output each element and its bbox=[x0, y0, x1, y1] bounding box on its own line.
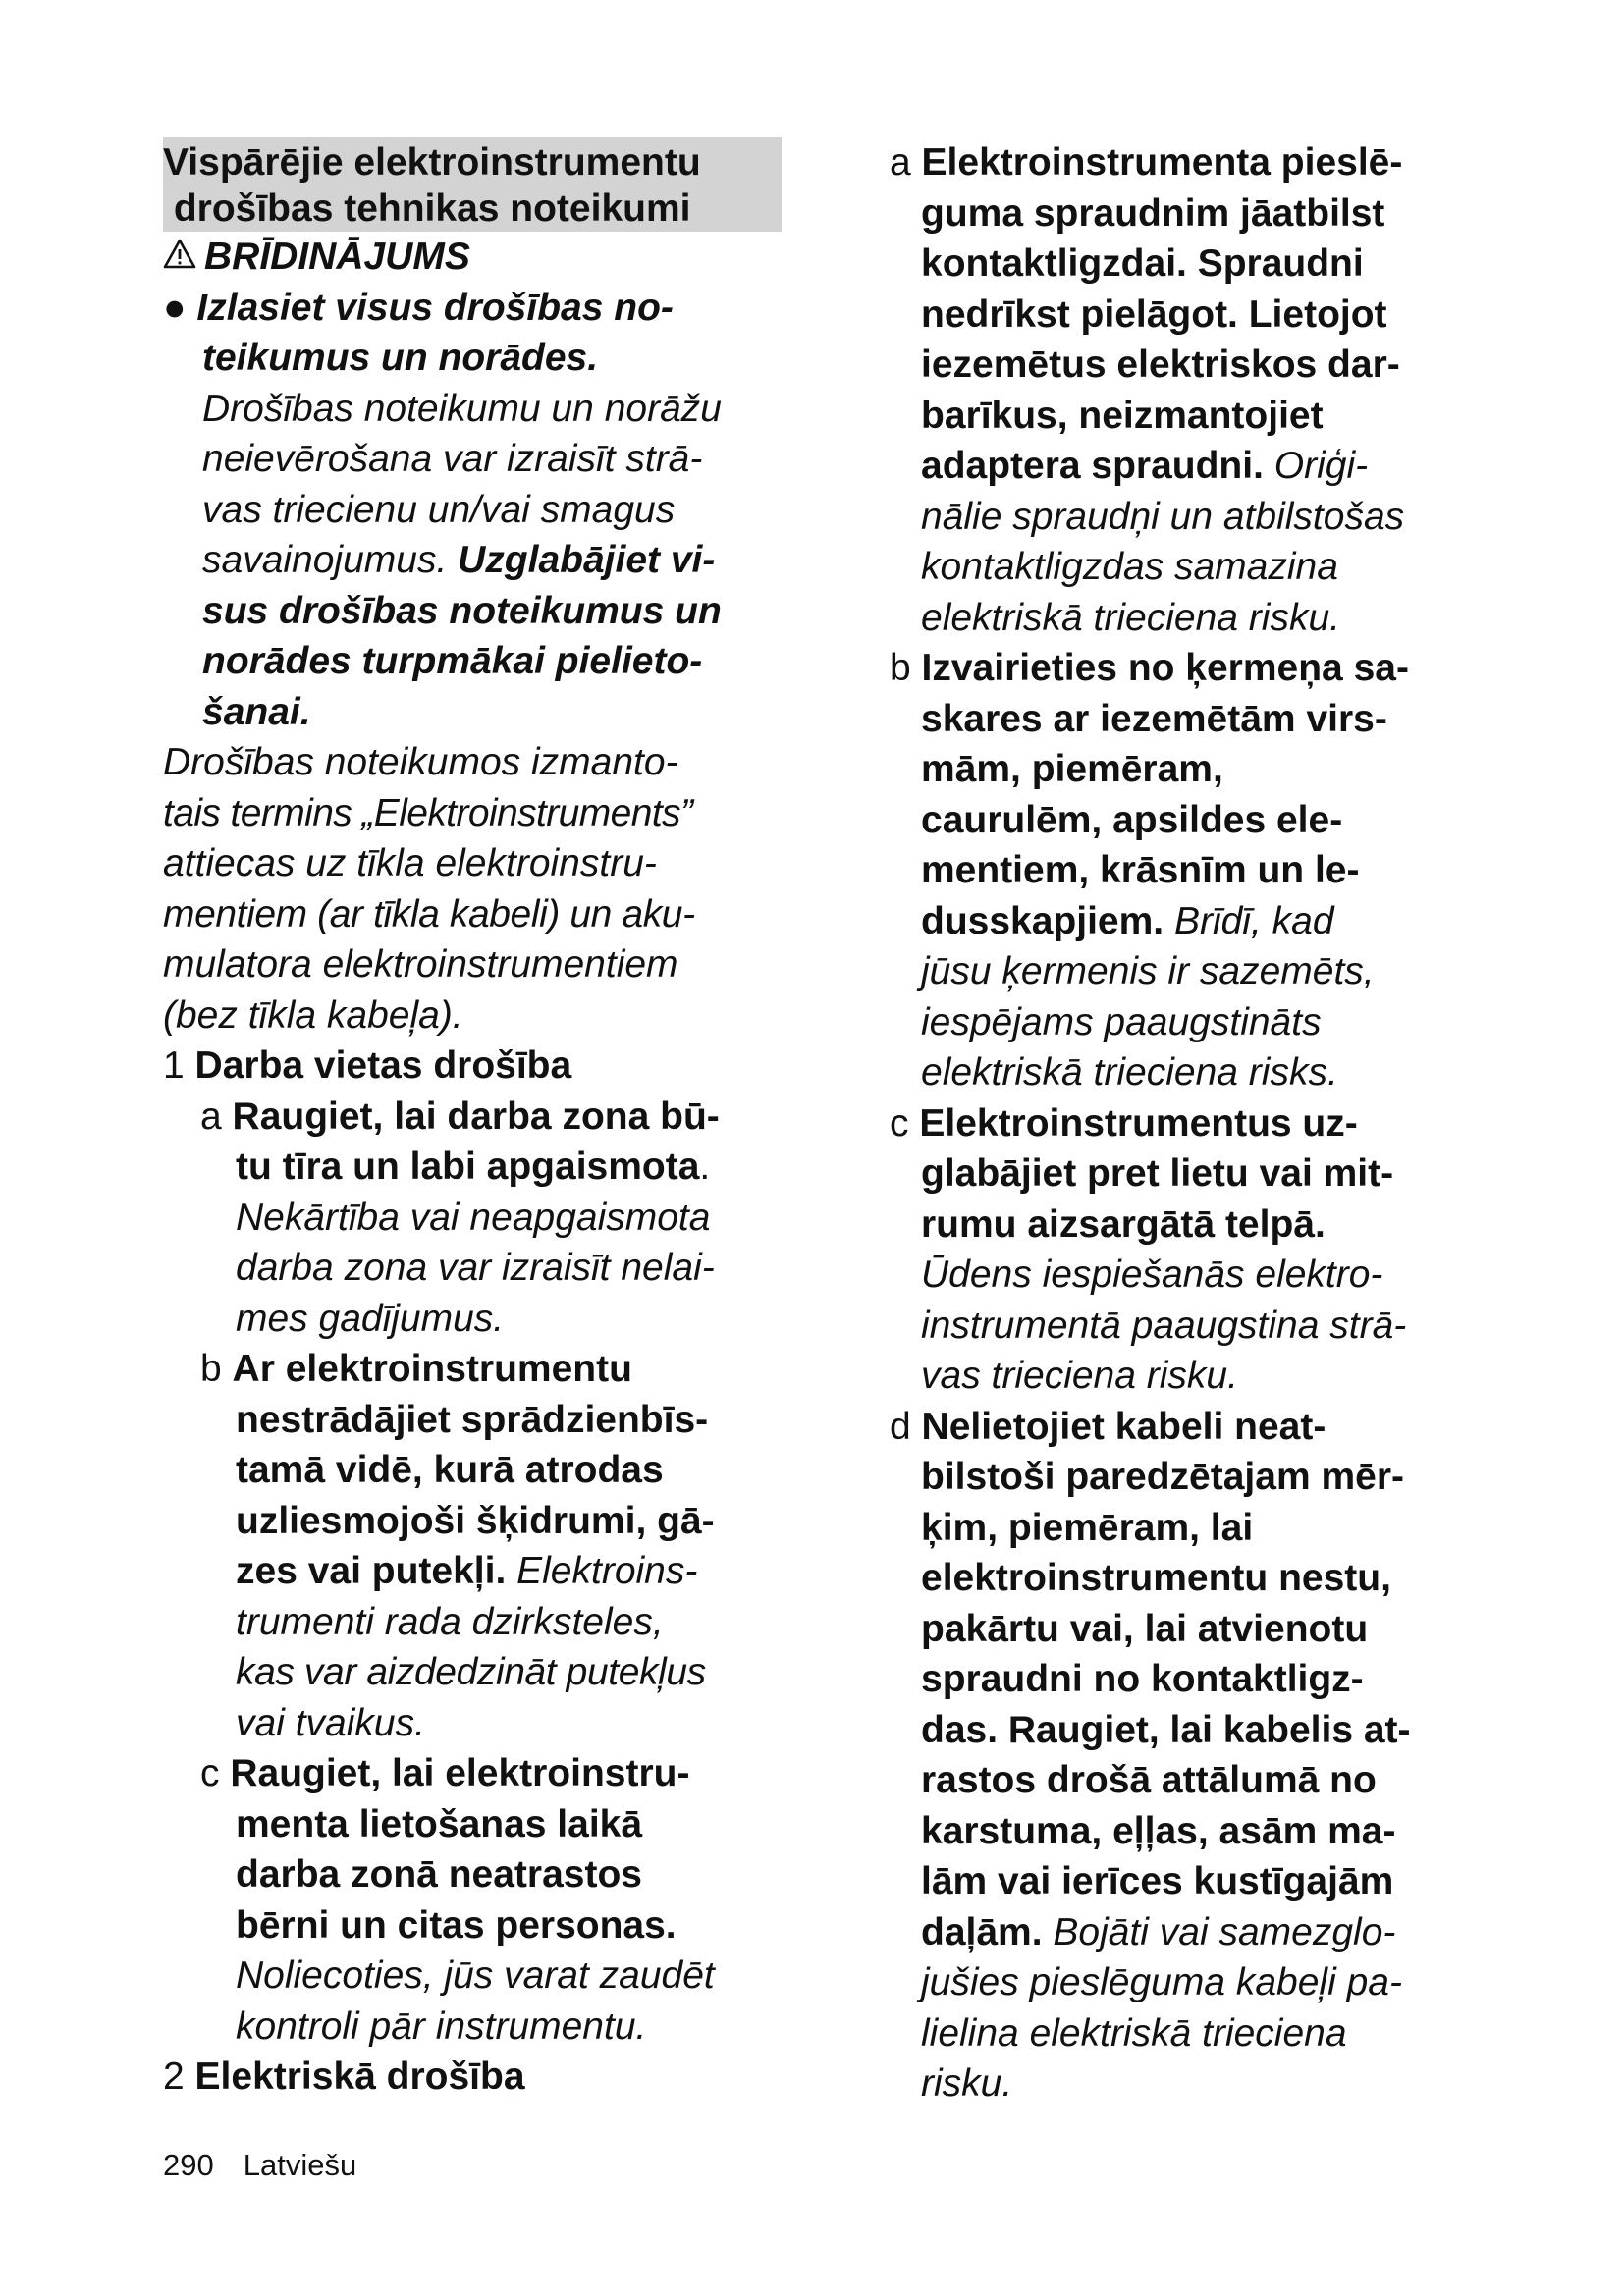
warning-triangle-icon bbox=[163, 238, 196, 271]
heading-line-2: drošības tehnikas noteikumi bbox=[163, 187, 691, 230]
text-span: . bbox=[699, 1146, 711, 1188]
text-span: adaptera spraudni. bbox=[921, 445, 1264, 487]
text-line bbox=[890, 1907, 1498, 1958]
item-letter: d bbox=[890, 1405, 922, 1448]
text-line: rastos drošā attālumā no bbox=[921, 1759, 1377, 1801]
text-span: tu tīra un labi apgaismota bbox=[236, 1146, 700, 1188]
text-line: Drošības noteikumu un norāžu bbox=[202, 387, 722, 430]
text-span: Raugiet, lai elektroinstru- bbox=[230, 1752, 690, 1794]
text-line: neievērošana var izraisīt strā- bbox=[202, 438, 703, 480]
text-line: norādes turpmākai pielieto- bbox=[202, 640, 703, 682]
text-line: mes gadījumus. bbox=[236, 1297, 505, 1340]
section-title: Darba vietas drošība bbox=[194, 1044, 572, 1087]
text-line bbox=[890, 1402, 1498, 1453]
text-line: glabājiet pret lietu vai mit- bbox=[921, 1152, 1394, 1195]
text-line: barīkus, neizmantojiet bbox=[921, 394, 1324, 437]
text-span: daļām. bbox=[921, 1910, 1043, 1953]
text-line: mentiem, krāsnīm un le- bbox=[921, 849, 1360, 891]
text-line: iespējams paaugstināts bbox=[921, 1000, 1322, 1043]
text-line: (bez tīkla kabeļa). bbox=[163, 993, 463, 1037]
text-line: skares ar iezemētām virs- bbox=[921, 697, 1387, 740]
right-column bbox=[890, 137, 1498, 2109]
text-span: Brīdī, kad bbox=[1164, 899, 1334, 942]
text-line bbox=[890, 441, 1498, 492]
text-line: elektriskā trieciena risku. bbox=[921, 596, 1340, 639]
text-line bbox=[890, 1098, 1498, 1149]
item-2a bbox=[890, 137, 1498, 643]
text-line: ● Izlasiet visus drošības no- bbox=[163, 286, 674, 329]
section-number: 2 bbox=[163, 2056, 195, 2098]
item-letter: b bbox=[200, 1348, 233, 1390]
section-heading bbox=[163, 137, 782, 232]
text-line: caurulēm, apsildes ele- bbox=[921, 798, 1343, 841]
text-line: nestrādājiet sprādzienbīs- bbox=[236, 1398, 709, 1441]
text-line: mām, piemēram, bbox=[921, 748, 1223, 790]
text-line: tais termins „Elektroinstruments” bbox=[163, 791, 693, 834]
text-line: guma spraudnim jāatbilst bbox=[921, 191, 1385, 235]
text-line: das. Raugiet, lai kabelis at- bbox=[921, 1708, 1411, 1751]
heading-line-1: Vispārējie elektroinstrumentu bbox=[163, 141, 701, 184]
item-2c bbox=[890, 1098, 1498, 1402]
text-line: lielina elektriskā trieciena bbox=[921, 2011, 1347, 2055]
text-line: kontroli pār instrumentu. bbox=[236, 2004, 647, 2048]
footer-language: Latviešu bbox=[243, 2148, 357, 2182]
section-1-title bbox=[163, 1041, 791, 1092]
page-footer bbox=[163, 2148, 386, 2183]
text-span: zes vai putekļi. bbox=[236, 1550, 507, 1592]
item-1b bbox=[163, 1344, 791, 1748]
warning-label-row bbox=[163, 232, 791, 283]
text-span: Oriģi- bbox=[1263, 445, 1369, 487]
text-line: attiecas uz tīkla elektroinstru- bbox=[163, 842, 657, 884]
text-span: Elektroinstrumenta pieslē- bbox=[921, 141, 1403, 184]
text-line: bilstoši paredzētajam mēr- bbox=[921, 1456, 1404, 1498]
text-line: menta lietošanas laikā bbox=[236, 1802, 643, 1845]
text-line: nālie spraudņi un atbilstošas bbox=[921, 495, 1405, 538]
text-span: Elektroins- bbox=[506, 1550, 698, 1592]
text-line: instrumentā paaugstina strā- bbox=[921, 1304, 1407, 1347]
text-line: sus drošības noteikumus un bbox=[202, 589, 722, 632]
text-span: Bojāti vai samezglo- bbox=[1042, 1910, 1396, 1953]
text-line: teikumus un norādes. bbox=[202, 337, 599, 379]
item-2d bbox=[890, 1402, 1498, 2109]
text-line: Noliecoties, jūs varat zaudēt bbox=[236, 1954, 715, 1997]
text-line: jušies pieslēguma kabeļi pa- bbox=[921, 1961, 1402, 2003]
text-line: tamā vidē, kurā atrodas bbox=[236, 1449, 664, 1491]
text-span: Ar elektroinstrumentu bbox=[232, 1348, 632, 1390]
item-letter: a bbox=[200, 1095, 233, 1138]
item-2b bbox=[890, 643, 1498, 1098]
text-line: kontaktligzdas samazina bbox=[921, 546, 1338, 588]
text-span: Uzglabājiet vi- bbox=[458, 539, 716, 581]
text-line: lām vai ierīces kustīgajām bbox=[921, 1860, 1394, 1902]
text-span: Elektroinstrumentus uz- bbox=[919, 1101, 1358, 1145]
text-line: kontaktligzdai. Spraudni bbox=[921, 242, 1364, 285]
text-line: nedrīkst pielāgot. Lietojot bbox=[921, 293, 1387, 336]
text-line: bērni un citas personas. bbox=[236, 1903, 677, 1947]
text-line: pakārtu vai, lai atvienotu bbox=[921, 1607, 1369, 1650]
text-line: elektriskā trieciena risks. bbox=[921, 1051, 1338, 1094]
section-number: 1 bbox=[163, 1044, 195, 1087]
text-line: mentiem (ar tīkla kabeli) un aku- bbox=[163, 892, 695, 935]
text-span: savainojumus. bbox=[202, 539, 459, 581]
text-line: trumenti rada dzirksteles, bbox=[236, 1600, 664, 1643]
text-line: karstuma, eļļas, asām ma- bbox=[921, 1809, 1396, 1852]
text-line: rumu aizsargātā telpā. bbox=[921, 1202, 1326, 1246]
text-line: Ūdens iespiešanās elektro- bbox=[921, 1254, 1383, 1296]
item-letter: b bbox=[890, 647, 922, 689]
left-column bbox=[163, 137, 791, 2103]
text-line: spraudni no kontaktligz- bbox=[921, 1658, 1364, 1700]
text-line bbox=[200, 1344, 791, 1395]
item-letter: c bbox=[890, 1101, 920, 1145]
text-line: vas trieciena risku. bbox=[921, 1355, 1238, 1397]
text-line: darba zonā neatrastos bbox=[236, 1853, 642, 1896]
term-definition bbox=[163, 737, 791, 1041]
section-title: Elektriskā drošība bbox=[194, 2056, 525, 2098]
text-line: kas var aizdedzināt putekļus bbox=[236, 1651, 706, 1693]
text-line: uzliesmojoši šķidrumi, gā- bbox=[236, 1499, 715, 1542]
text-line: Nekārtība vai neapgaismota bbox=[236, 1196, 711, 1239]
text-line bbox=[200, 1546, 791, 1597]
text-line bbox=[890, 896, 1498, 947]
warning-label: BRĪDINĀJUMS bbox=[204, 236, 470, 278]
text-line: šanai. bbox=[202, 690, 311, 733]
text-line bbox=[890, 643, 1498, 694]
text-line bbox=[163, 535, 791, 586]
text-line bbox=[200, 1748, 791, 1799]
item-letter: c bbox=[200, 1752, 231, 1794]
page-number: 290 bbox=[163, 2148, 214, 2182]
item-letter: a bbox=[890, 141, 922, 184]
text-line: vai tvaikus. bbox=[236, 1701, 425, 1744]
item-1c bbox=[163, 1748, 791, 2052]
text-line bbox=[200, 1092, 791, 1143]
text-span: Izvairieties no ķermeņa sa- bbox=[921, 647, 1409, 689]
text-line: mulatora elektroinstrumentiem bbox=[163, 943, 678, 986]
text-span: dusskapjiem. bbox=[921, 899, 1164, 942]
text-line: jūsu ķermenis ir sazemēts, bbox=[921, 950, 1375, 992]
item-1a bbox=[163, 1092, 791, 1345]
text-line bbox=[890, 137, 1498, 188]
text-line: iezemētus elektriskos dar- bbox=[921, 344, 1400, 386]
text-span: Nelietojiet kabeli neat- bbox=[921, 1405, 1326, 1448]
text-line: risku. bbox=[921, 2062, 1013, 2105]
text-line: ķim, piemēram, lai bbox=[921, 1506, 1254, 1549]
section-2-title bbox=[163, 2052, 791, 2103]
text-line: vas triecienu un/vai smagus bbox=[202, 488, 676, 531]
bullet-read-all bbox=[163, 283, 791, 738]
text-line: darba zona var izraisīt nelai- bbox=[236, 1247, 715, 1289]
text-line: Drošības noteikumos izmanto- bbox=[163, 741, 678, 783]
text-line bbox=[200, 1142, 791, 1193]
text-span: Raugiet, lai darba zona bū- bbox=[232, 1095, 720, 1138]
text-line: elektroinstrumentu nestu, bbox=[921, 1557, 1391, 1599]
